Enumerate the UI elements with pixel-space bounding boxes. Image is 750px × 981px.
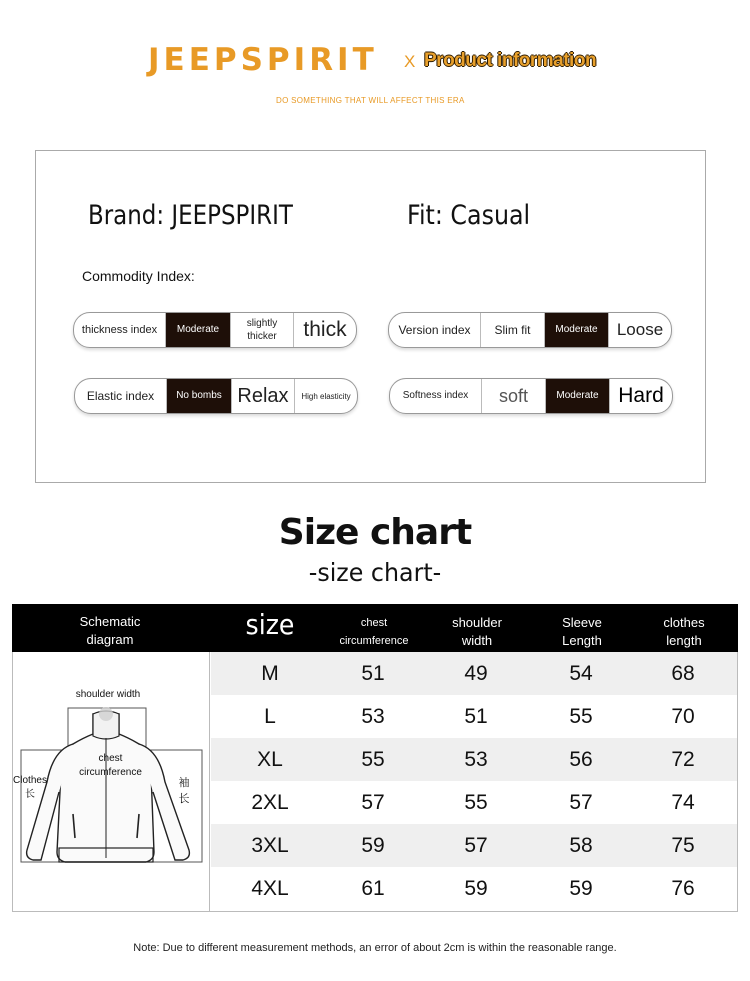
table-row <box>211 781 737 824</box>
table-row <box>211 652 737 695</box>
header-diagram: Schematic diagram <box>79 614 141 647</box>
size-table-header <box>12 604 738 652</box>
cell-sleeve: 56 <box>569 748 593 771</box>
brand-separator: X <box>404 52 416 71</box>
brand-label: Brand: JEEPSPIRIT <box>88 200 293 231</box>
cell-shoulder: 51 <box>464 705 488 728</box>
cell-shoulder: 55 <box>464 791 488 814</box>
table-row <box>211 695 737 738</box>
index-option: Loose <box>608 313 671 347</box>
index-label: Softness index <box>402 390 469 402</box>
cell-length: 75 <box>671 834 695 857</box>
softness-index-scale <box>389 378 673 414</box>
cell-chest: 51 <box>361 662 385 685</box>
index-label: thickness index <box>81 324 158 336</box>
diagram-label-chest: chest circumference <box>79 753 142 778</box>
index-option: High elasticity <box>294 379 357 413</box>
header-sleeve: Sleeve Length <box>562 615 602 648</box>
brand-logo: JEEPSPIRIT <box>148 42 378 78</box>
cell-chest: 53 <box>361 705 385 728</box>
header-length: clothes length <box>663 615 705 648</box>
header-chest: chest circumference <box>339 617 409 647</box>
cell-chest: 59 <box>361 834 385 857</box>
measurement-note: Note: Due to different measurement methods, an error of about 2cm is within the reasonable range. <box>133 942 617 954</box>
cell-length: 76 <box>671 877 695 900</box>
header-size: size <box>245 608 295 641</box>
size-chart-title: Size chart <box>278 512 472 553</box>
cell-chest: 57 <box>361 791 385 814</box>
table-row <box>211 867 737 910</box>
cell-sleeve: 59 <box>569 877 593 900</box>
cell-chest: 61 <box>361 877 385 900</box>
index-option: Hard <box>609 379 672 413</box>
cell-length: 72 <box>671 748 695 771</box>
cell-sleeve: 57 <box>569 791 593 814</box>
index-label: Version index <box>398 323 471 337</box>
index-option: Relax <box>231 379 294 413</box>
cell-size: 2XL <box>251 791 289 814</box>
diagram-label-shoulder: shoulder width <box>75 689 141 700</box>
cell-size: XL <box>257 748 283 771</box>
index-option-selected: No bombs <box>166 379 231 413</box>
cell-shoulder: 53 <box>464 748 488 771</box>
index-label: Elastic index <box>86 389 155 403</box>
diagram-label-clothes: Clothes <box>13 775 47 786</box>
index-option: slightly thicker <box>230 313 293 347</box>
commodity-index-heading: Commodity Index: <box>82 268 195 284</box>
cell-shoulder: 59 <box>464 877 488 900</box>
version-index-scale <box>388 312 672 348</box>
cell-length: 70 <box>671 705 695 728</box>
diagram-label-sleeve-cn-top: 袖 <box>178 777 190 789</box>
cell-size: 3XL <box>251 834 289 857</box>
cell-chest: 55 <box>361 748 385 771</box>
product-info-title: Product information <box>424 50 597 71</box>
index-option-selected: Moderate <box>545 379 609 413</box>
brand-tagline: DO SOMETHING THAT WILL AFFECT THIS ERA <box>276 96 465 105</box>
cell-size: M <box>261 662 279 685</box>
cell-size: 4XL <box>251 877 289 900</box>
index-option-selected: Moderate <box>544 313 608 347</box>
cell-size: L <box>264 705 276 728</box>
cell-shoulder: 57 <box>464 834 488 857</box>
fit-label: Fit: Casual <box>407 200 531 231</box>
thickness-index-scale <box>73 312 357 348</box>
cell-sleeve: 58 <box>569 834 593 857</box>
cell-sleeve: 55 <box>569 705 593 728</box>
cell-length: 68 <box>671 662 695 685</box>
elastic-index-scale <box>74 378 358 414</box>
index-option: thick <box>293 313 356 347</box>
index-option-selected: Moderate <box>165 313 230 347</box>
cell-length: 74 <box>671 791 695 814</box>
index-option: Slim fit <box>480 313 544 347</box>
table-row <box>211 824 737 867</box>
schematic-diagram <box>13 652 210 911</box>
size-chart-subtitle: -size chart- <box>308 558 442 587</box>
index-option: soft <box>481 379 545 413</box>
cell-shoulder: 49 <box>464 662 488 685</box>
diagram-label-sleeve-cn-bottom: 长 <box>178 793 190 805</box>
cell-sleeve: 54 <box>569 662 593 685</box>
diagram-label-clothes-cn: 长 <box>25 789 35 800</box>
header-shoulder: shoulder width <box>452 615 502 648</box>
table-row <box>211 738 737 781</box>
